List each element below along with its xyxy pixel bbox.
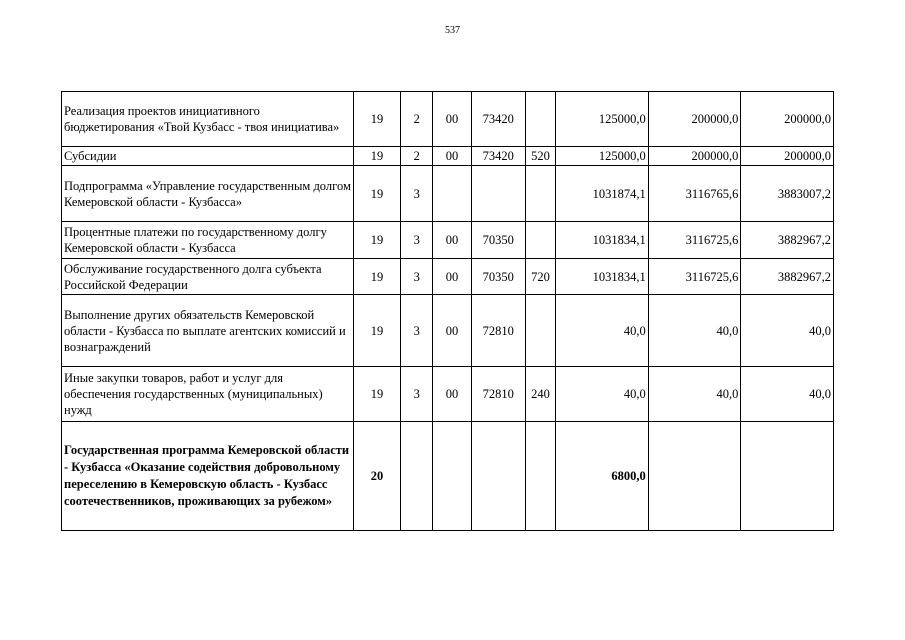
cell-expense-type <box>525 92 555 147</box>
cell-expense-type <box>525 422 555 531</box>
cell-subprogram: 3 <box>401 166 433 222</box>
cell-amount-year-3: 200000,0 <box>741 92 834 147</box>
cell-expense-type: 520 <box>525 147 555 166</box>
cell-program: 19 <box>353 259 400 295</box>
cell-subprogram: 2 <box>401 147 433 166</box>
cell-amount-year-3: 3882967,2 <box>741 259 834 295</box>
cell-main-measure: 00 <box>433 295 471 367</box>
cell-expense-type <box>525 166 555 222</box>
cell-direction-code: 72810 <box>471 295 525 367</box>
table-row <box>62 259 834 295</box>
row-name: Государственная программа Кемеровской области - Кузбасса «Оказание содействия добровольному переселению в Кемеровскую область - Кузбасс соотечественников, проживающих за рубежом» <box>62 422 354 531</box>
cell-amount-year-1: 1031874,1 <box>556 166 649 222</box>
cell-main-measure: 00 <box>433 367 471 422</box>
cell-amount-year-1: 6800,0 <box>556 422 649 531</box>
table-row <box>62 166 834 222</box>
row-name: Процентные платежи по государственному долгу Кемеровской области - Кузбасса <box>62 222 354 259</box>
cell-program: 19 <box>353 92 400 147</box>
cell-direction-code: 70350 <box>471 222 525 259</box>
cell-program: 20 <box>353 422 400 531</box>
cell-amount-year-3: 3883007,2 <box>741 166 834 222</box>
row-name: Обслуживание государственного долга субъекта Российской Федерации <box>62 259 354 295</box>
cell-expense-type <box>525 295 555 367</box>
cell-main-measure: 00 <box>433 92 471 147</box>
cell-program: 19 <box>353 295 400 367</box>
row-name: Реализация проектов инициативного бюджетирования «Твой Кузбасс - твоя инициатива» <box>62 92 354 147</box>
cell-direction-code: 70350 <box>471 259 525 295</box>
cell-expense-type: 720 <box>525 259 555 295</box>
row-name: Выполнение других обязательств Кемеровской области - Кузбасса по выплате агентских комиссий и вознаграждений <box>62 295 354 367</box>
cell-program: 19 <box>353 222 400 259</box>
cell-direction-code <box>471 422 525 531</box>
cell-amount-year-3 <box>741 422 834 531</box>
cell-expense-type <box>525 222 555 259</box>
cell-subprogram: 3 <box>401 295 433 367</box>
cell-amount-year-3: 200000,0 <box>741 147 834 166</box>
budget-table <box>61 91 834 531</box>
cell-direction-code: 72810 <box>471 367 525 422</box>
cell-main-measure: 00 <box>433 259 471 295</box>
cell-amount-year-1: 40,0 <box>556 367 649 422</box>
cell-main-measure: 00 <box>433 222 471 259</box>
cell-amount-year-2: 200000,0 <box>648 147 741 166</box>
table-row <box>62 222 834 259</box>
cell-amount-year-2: 40,0 <box>648 295 741 367</box>
cell-amount-year-2: 40,0 <box>648 367 741 422</box>
table-row <box>62 147 834 166</box>
cell-subprogram: 3 <box>401 259 433 295</box>
cell-main-measure <box>433 166 471 222</box>
cell-amount-year-3: 3882967,2 <box>741 222 834 259</box>
cell-subprogram: 3 <box>401 222 433 259</box>
table-row-program-total <box>62 422 834 531</box>
cell-amount-year-2: 3116725,6 <box>648 259 741 295</box>
cell-program: 19 <box>353 367 400 422</box>
cell-program: 19 <box>353 147 400 166</box>
cell-main-measure <box>433 422 471 531</box>
page-number: 537 <box>445 25 460 36</box>
cell-direction-code: 73420 <box>471 92 525 147</box>
cell-subprogram: 2 <box>401 92 433 147</box>
cell-amount-year-2: 200000,0 <box>648 92 741 147</box>
cell-amount-year-1: 1031834,1 <box>556 259 649 295</box>
row-name: Подпрограмма «Управление государственным долгом Кемеровской области - Кузбасса» <box>62 166 354 222</box>
cell-expense-type: 240 <box>525 367 555 422</box>
cell-amount-year-1: 125000,0 <box>556 147 649 166</box>
table-row <box>62 295 834 367</box>
cell-amount-year-3: 40,0 <box>741 295 834 367</box>
cell-amount-year-2: 3116765,6 <box>648 166 741 222</box>
cell-amount-year-2 <box>648 422 741 531</box>
cell-amount-year-1: 40,0 <box>556 295 649 367</box>
cell-amount-year-1: 1031834,1 <box>556 222 649 259</box>
table-row <box>62 367 834 422</box>
cell-direction-code <box>471 166 525 222</box>
cell-main-measure: 00 <box>433 147 471 166</box>
cell-amount-year-2: 3116725,6 <box>648 222 741 259</box>
table-row <box>62 92 834 147</box>
cell-subprogram: 3 <box>401 367 433 422</box>
cell-amount-year-1: 125000,0 <box>556 92 649 147</box>
row-name: Субсидии <box>62 147 354 166</box>
row-name: Иные закупки товаров, работ и услуг для обеспечения государственных (муниципальных) нужд <box>62 367 354 422</box>
cell-direction-code: 73420 <box>471 147 525 166</box>
cell-program: 19 <box>353 166 400 222</box>
cell-amount-year-3: 40,0 <box>741 367 834 422</box>
cell-subprogram <box>401 422 433 531</box>
